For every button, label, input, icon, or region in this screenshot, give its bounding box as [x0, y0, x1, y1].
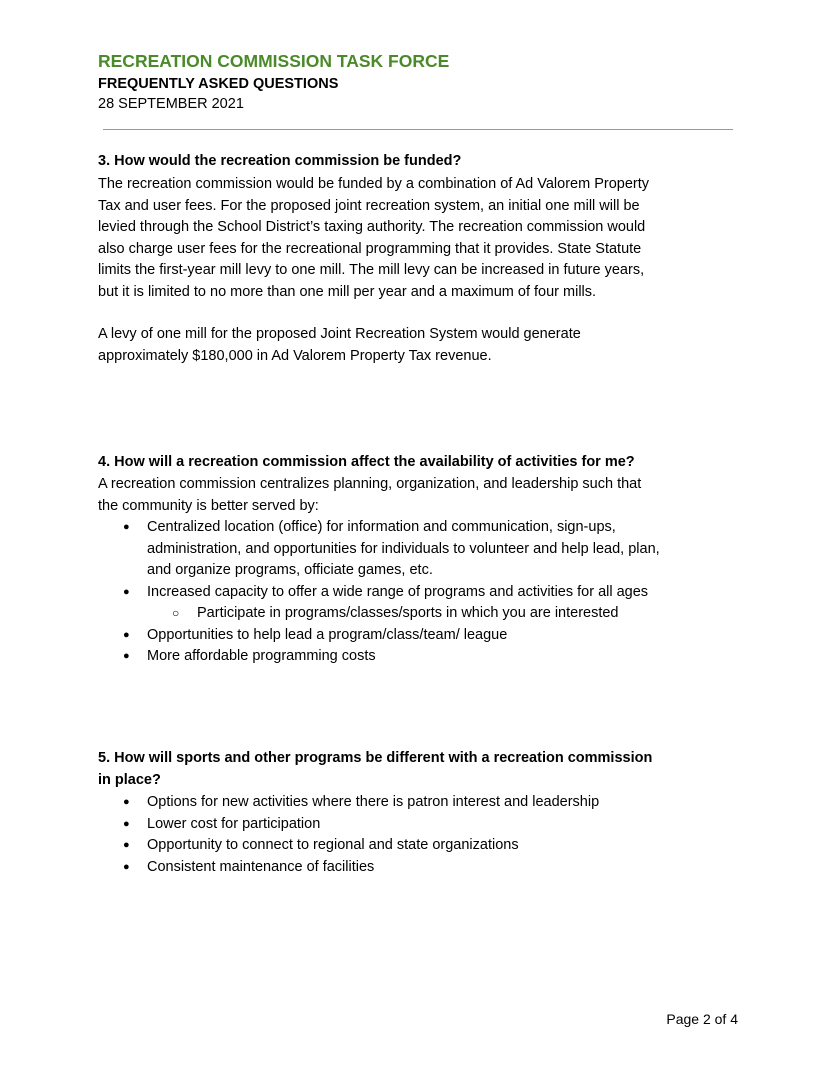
question-3-paragraph-2 — [98, 324, 730, 367]
text-line: A recreation commission centralizes planning, organization, and leadership such that — [98, 476, 642, 492]
faq-section-5 — [98, 747, 730, 878]
document-header — [98, 50, 738, 114]
text-line: limits the first-year mill levy to one mill. The mill levy can be increased in future years, — [98, 262, 645, 278]
text-line: administration, and opportunities for individuals to volunteer and help lead, plan, — [147, 540, 660, 557]
text-line: also charge user fees for the recreational programming that it provides. State Statute — [98, 240, 642, 257]
question-4-bullet-list — [98, 517, 730, 668]
list-item: ● Increased capacity to offer a wide range of programs and activities for all ages — [98, 582, 730, 604]
list-item: ● Lower cost for participation — [98, 814, 730, 836]
list-item: ● Opportunity to connect to regional and state organizations — [98, 835, 730, 857]
list-item — [98, 517, 730, 582]
list-item: ● Opportunities to help lead a program/class/team/ league — [98, 625, 730, 647]
list-item: ● More affordable programming costs — [98, 646, 730, 668]
question-5-bullet-list — [98, 792, 730, 878]
list-item: ● Options for new activities where there is patron interest and leadership — [98, 792, 730, 814]
text-line: The recreation commission would be funded by a combination of Ad Valorem Property — [98, 176, 650, 192]
question-5-heading — [98, 747, 730, 791]
page-number: Page 2 of 4 — [666, 1011, 738, 1027]
text-line: levied through the School District’s taxing authority. The recreation commission would — [98, 219, 646, 235]
header-divider — [103, 129, 733, 130]
text-line: approximately $180,000 in Ad Valorem Property Tax revenue. — [98, 347, 492, 364]
document-date: 28 SEPTEMBER 2021 — [98, 96, 244, 112]
text-line: Tax and user fees. For the proposed joint recreation system, an initial one mill will be — [98, 197, 640, 214]
faq-section-3 — [98, 150, 730, 367]
text-line: but it is limited to no more than one mill per year and a maximum of four mills. — [98, 283, 597, 300]
text-line: 5. How will sports and other programs be different with a recreation commission — [98, 750, 653, 766]
question-4-heading: 4. How will a recreation commission affect the availability of activities for me? — [98, 454, 635, 470]
faq-section-4 — [98, 451, 730, 668]
document-title: RECREATION COMMISSION TASK FORCE — [98, 51, 450, 71]
text-line: ● Centralized location (office) for information and communication, sign-ups, — [147, 519, 616, 535]
question-3-heading: 3. How would the recreation commission be funded? — [98, 153, 462, 169]
question-4-intro — [98, 474, 730, 517]
text-line: in place? — [98, 772, 161, 788]
question-3-paragraph-1 — [98, 174, 730, 303]
list-item: ● Consistent maintenance of facilities — [98, 857, 730, 879]
text-line: and organize programs, officiate games, etc. — [147, 562, 433, 578]
sub-list-item: ○ Participate in programs/classes/sports in which you are interested — [98, 603, 730, 625]
document-subtitle: FREQUENTLY ASKED QUESTIONS — [98, 76, 339, 92]
text-line: the community is better served by: — [98, 497, 319, 514]
text-line: A levy of one mill for the proposed Joint Recreation System would generate — [98, 326, 581, 342]
